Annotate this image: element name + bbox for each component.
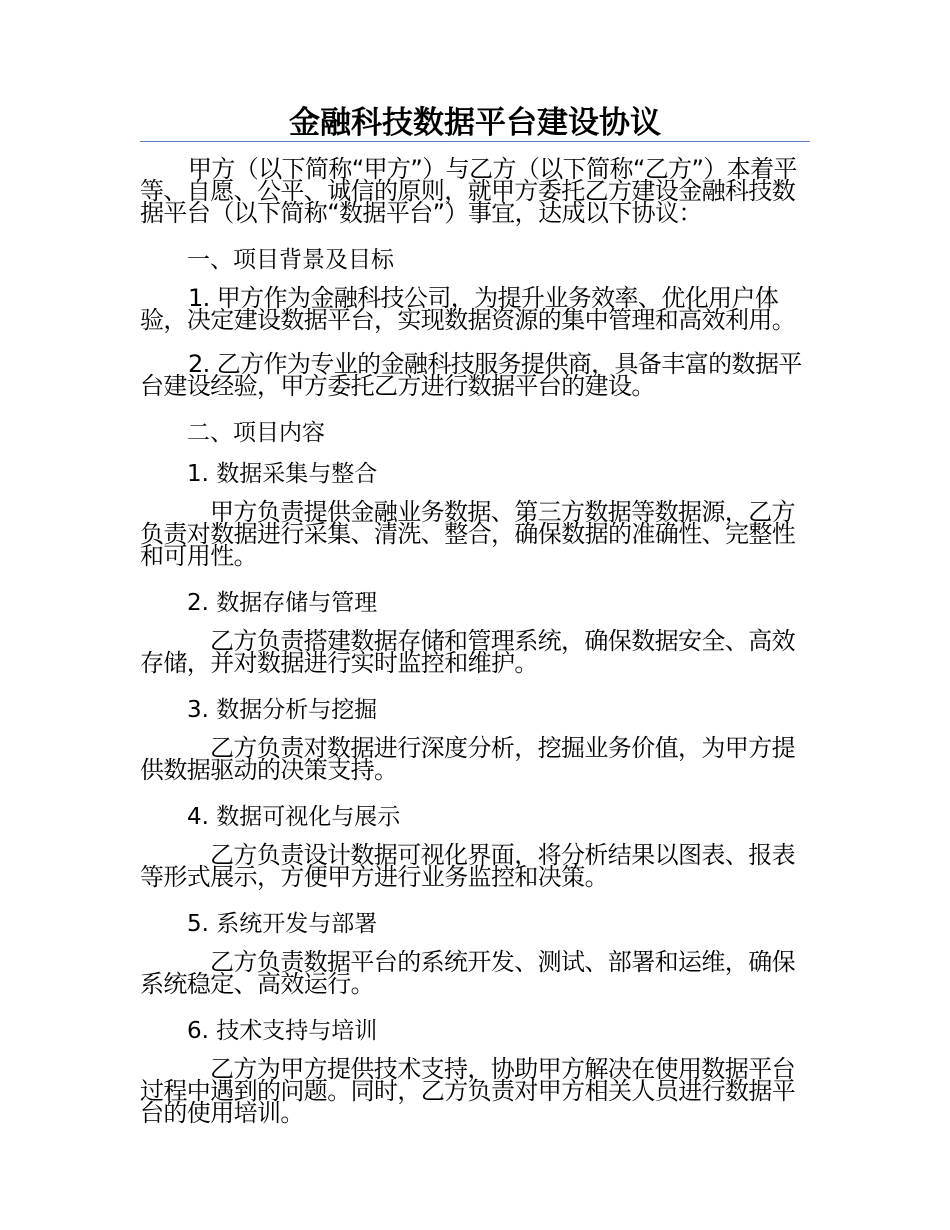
page-title: 金融科技数据平台建设协议 bbox=[289, 105, 661, 141]
section-heading-content: 二、项目内容 bbox=[187, 420, 325, 446]
subsection-body-collection: 甲方负责提供金融业务数据、第三方数据等数据源，乙方负责对数据进行采集、清洗、整合，确保数据的准确性、完整性和可用性。 bbox=[140, 498, 796, 570]
subsection-body-development: 乙方负责数据平台的系统开发、测试、部署和运维，确保系统稳定、高效运行。 bbox=[140, 948, 795, 998]
subsection-body-storage: 乙方负责搭建数据存储和管理系统，确保数据安全、高效存储，并对数据进行实时监控和维护。 bbox=[140, 627, 795, 677]
subsection-heading-collection: 1. 数据采集与整合 bbox=[187, 461, 378, 487]
subsection-body-visualization: 乙方负责设计数据可视化界面，将分析结果以图表、报表等形式展示，方便甲方进行业务监控和决策。 bbox=[140, 841, 795, 891]
background-item-1: 1. 甲方作为金融科技公司，为提升业务效率、优化用户体验，决定建设数据平台，实现数据资源的集中管理和高效利用。 bbox=[140, 284, 796, 334]
section-heading-background: 一、项目背景及目标 bbox=[187, 247, 394, 273]
subsection-heading-development: 5. 系统开发与部署 bbox=[187, 911, 378, 937]
subsection-heading-support: 6. 技术支持与培训 bbox=[187, 1018, 378, 1044]
subsection-heading-visualization: 4. 数据可视化与展示 bbox=[187, 804, 401, 830]
background-item-2: 2. 乙方作为专业的金融科技服务提供商，具备丰富的数据平台建设经验，甲方委托乙方进行数据平台的建设。 bbox=[140, 350, 802, 400]
subsection-heading-storage: 2. 数据存储与管理 bbox=[187, 590, 378, 616]
intro-paragraph: 甲方（以下简称“甲方”）与乙方（以下简称“乙方”）本着平等、自愿、公平、诚信的原则，就甲方委托乙方建设金融科技数据平台（以下简称“数据平台”）事宜，达成以下协议： bbox=[140, 155, 797, 227]
subsection-body-analysis: 乙方负责对数据进行深度分析，挖掘业务价值，为甲方提供数据驱动的决策支持。 bbox=[140, 734, 795, 784]
subsection-heading-analysis: 3. 数据分析与挖掘 bbox=[187, 697, 378, 723]
title-block bbox=[140, 103, 810, 142]
document-body bbox=[140, 155, 812, 1146]
subsection-body-support: 乙方为甲方提供技术支持，协助甲方解决在使用数据平台过程中遇到的问题。同时，乙方负责对甲方相关人员进行数据平台的使用培训。 bbox=[140, 1055, 796, 1127]
